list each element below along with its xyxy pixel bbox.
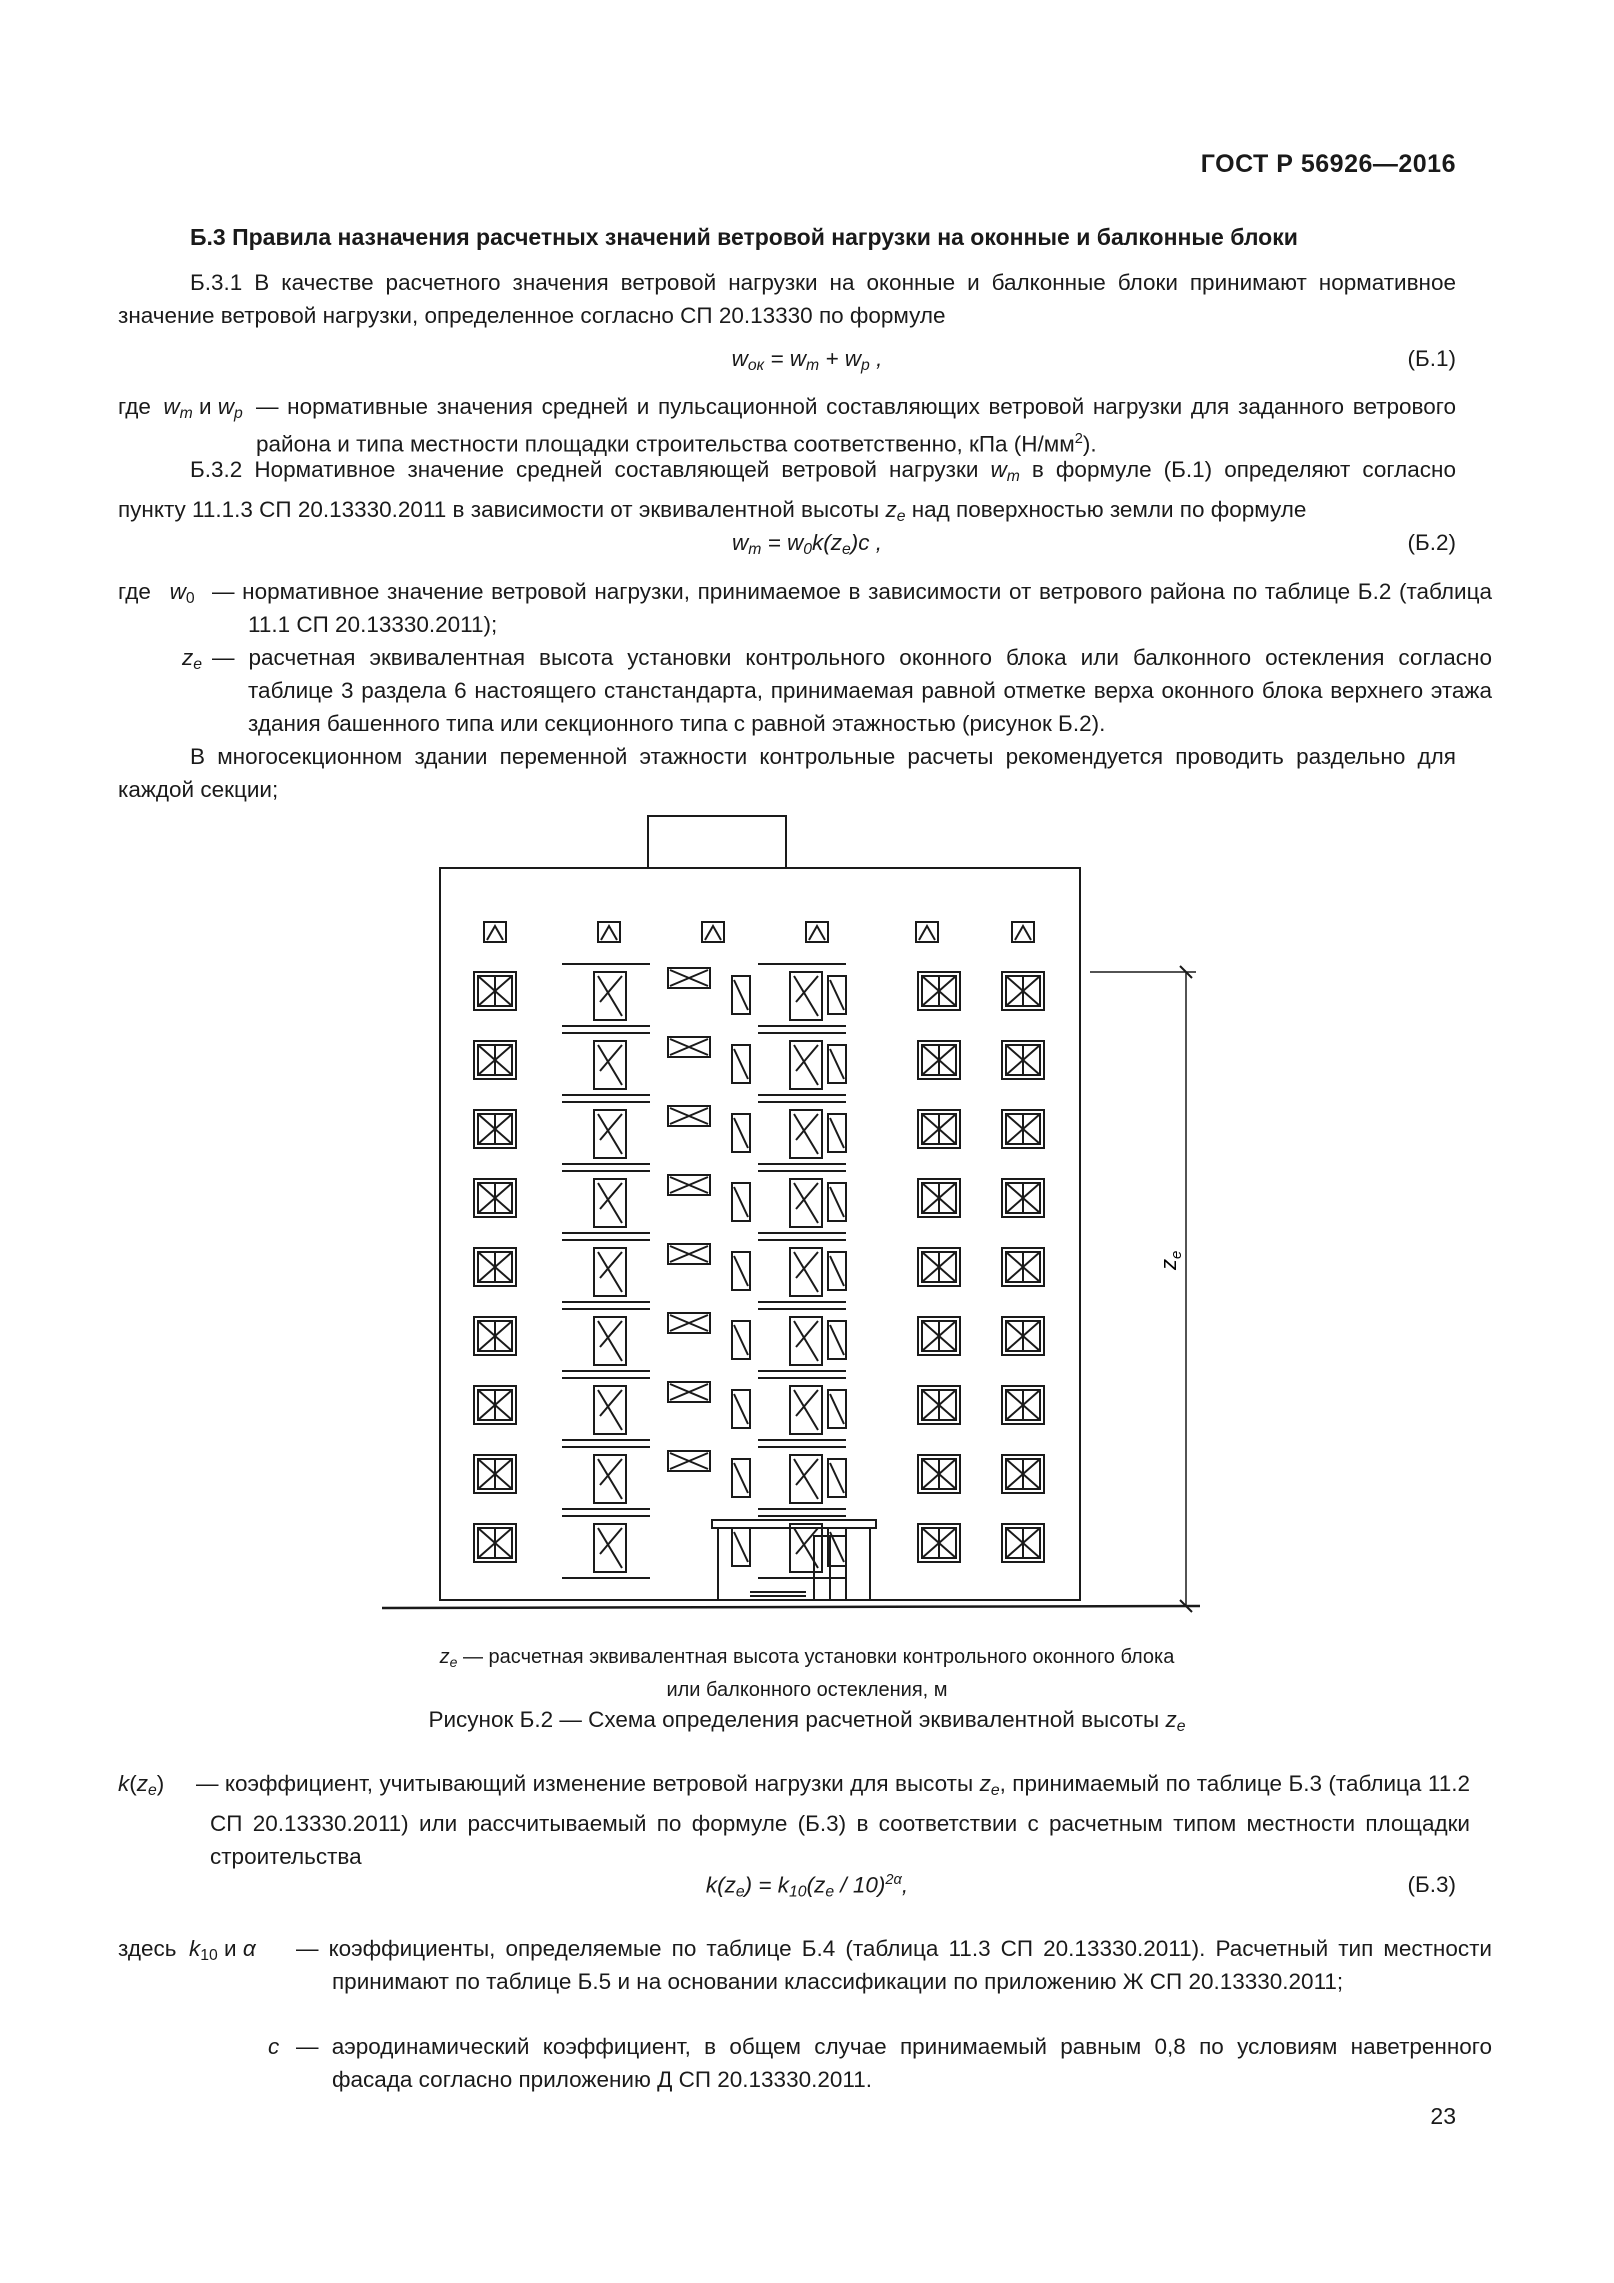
p2-part-b: в формуле (Б.1) определяют согласно пункту 11.1.3 СП 20.13330.2011 в зависимости от эквивалентной высоты xyxy=(118,457,1456,522)
formula-b2: $w_m = w_0k(z_e)c$ , xyxy=(731,530,883,558)
paragraph-multisection: В многосекционном здании переменной этажности контрольные расчеты рекомендуется проводить раздельно для каждой секции; xyxy=(118,744,1456,802)
k-ze-symbol: $k(z_e)$ xyxy=(118,1771,165,1799)
c-symbol: c xyxy=(268,2034,280,2059)
caption-line-2: или балконного остекления, м xyxy=(666,1679,948,1701)
page-number: 23 xyxy=(1430,2103,1456,2129)
here-word: здесь xyxy=(118,1936,177,1961)
where1-text: — нормативные значения средней и пульсационной составляющих ветровой нагрузки для заданного ветрового района и типа местности площадки строительства соответственно, кПа (Н/мм xyxy=(256,394,1456,457)
p2-part-a: Б.3.2 Нормативное значение средней составляющей ветровой нагрузки xyxy=(190,457,979,482)
formula-b1: $w_{ок} = w_m + w_p$ , xyxy=(731,346,883,374)
where-definition-wm-wp: — нормативные значения средней и пульсационной составляющих ветровой нагрузки для заданного ветрового района и типа местности площадки строительства соответственно, кПа $(Н/мм^2)$. xyxy=(256,394,1456,457)
figure-title-text: Рисунок Б.2 — Схема определения расчетной эквивалентной высоты xyxy=(428,1707,1160,1732)
k-def-b: , принимаемый по таблице Б.3 (таблица 11.2 СП 20.13330.2011) или рассчитываемый по формуле (Б.3) в соответствии с расчетным типом местности площадки строительства xyxy=(210,1771,1470,1869)
k-def-a: — коэффициент, учитывающий изменение ветровой нагрузки для высоты xyxy=(196,1771,974,1796)
here-label: здесь $k_{10}$ и α xyxy=(118,1936,256,1964)
where-label-2: где $w_0$ xyxy=(118,579,195,607)
k-ze-definition: — коэффициент, учитывающий изменение ветровой нагрузки для высоты $z_e$, принимаемый по таблице Б.3 (таблица 11.2 СП 20.13330.2011) или рассчитываемый по формуле (Б.3) в соответствии с расчетным типом местности площадки строительства xyxy=(196,1771,1470,1869)
entrance-block xyxy=(718,1528,870,1600)
formula-number-b1: (Б.1) xyxy=(1407,346,1456,371)
k10-alpha-definition: — коэффициенты, определяемые по таблице Б.4 (таблица 11.3 СП 20.13330.2011). Расчетный тип местности принимают по таблице Б.5 и на основании классификации по приложению Ж СП 20.13330.2011; xyxy=(296,1936,1492,1994)
formula-number-b3: (Б.3) xyxy=(1407,1872,1456,1897)
where-definition-w0: — нормативное значение ветровой нагрузки, принимаемое в зависимости от ветрового района по таблице Б.2 (таблица 11.1 СП 20.13330.2011); xyxy=(212,579,1492,637)
paragraph-b32: Б.3.2 Нормативное значение средней составляющей ветровой нагрузки $w_m$ в формуле (Б.1) определяют согласно пункту 11.1.3 СП 20.13330.2011 в зависимости от эквивалентной высоты $z_e$ над поверхностью земли по формуле xyxy=(118,457,1456,525)
formula-b3: $k(z_e) = k_{10}(z_e / 10)^{2\alpha}$, xyxy=(705,1872,909,1901)
p2-part-c: над поверхностью земли по формуле xyxy=(911,497,1307,522)
section-title: Б.3 Правила назначения расчетных значений ветровой нагрузки на оконные и балконные блоки xyxy=(190,224,1298,250)
figure-title: Рисунок Б.2 — Схема определения расчетной эквивалентной высоты $z_e$ xyxy=(428,1707,1186,1735)
dimension-label-ze: $z_e$ xyxy=(1156,1250,1185,1270)
where-definition-ze: — расчетная эквивалентная высота установки контрольного оконного блока или балконного остекления согласно таблице 3 раздела 6 настоящего станстандарта, принимаемая равной отметке верха оконного блока верхнего этажа здания башенного типа или секционного типа с равной этажностью (рисунок Б.2). xyxy=(212,645,1492,736)
where-symbol-ze: $z_e$ xyxy=(182,645,203,673)
caption-line-1: — расчетная эквивалентная высота установки контрольного оконного блока xyxy=(462,1646,1175,1668)
where-label-1: где $w_m$ и $w_p$ xyxy=(118,394,243,422)
ground-line xyxy=(382,1606,1200,1608)
c-definition: — аэродинамический коэффициент, в общем случае принимаемый равным 0,8 по условиям наветренного фасада согласно приложению Д СП 20.13330.2011. xyxy=(296,2034,1492,2092)
roof-structure xyxy=(648,816,786,868)
figure-caption: $z_e$ — расчетная эквивалентная высота установки контрольного оконного блока или балконного остекления, м xyxy=(439,1646,1175,1701)
paragraph-b31: Б.3.1 В качестве расчетного значения ветровой нагрузки на оконные и балконные блоки принимают нормативное значение ветровой нагрузки, определенное согласно СП 20.13330 по формуле xyxy=(118,270,1456,328)
formula-number-b2: (Б.2) xyxy=(1407,530,1456,555)
document-code: ГОСТ Р 56926—2016 xyxy=(1200,150,1456,178)
